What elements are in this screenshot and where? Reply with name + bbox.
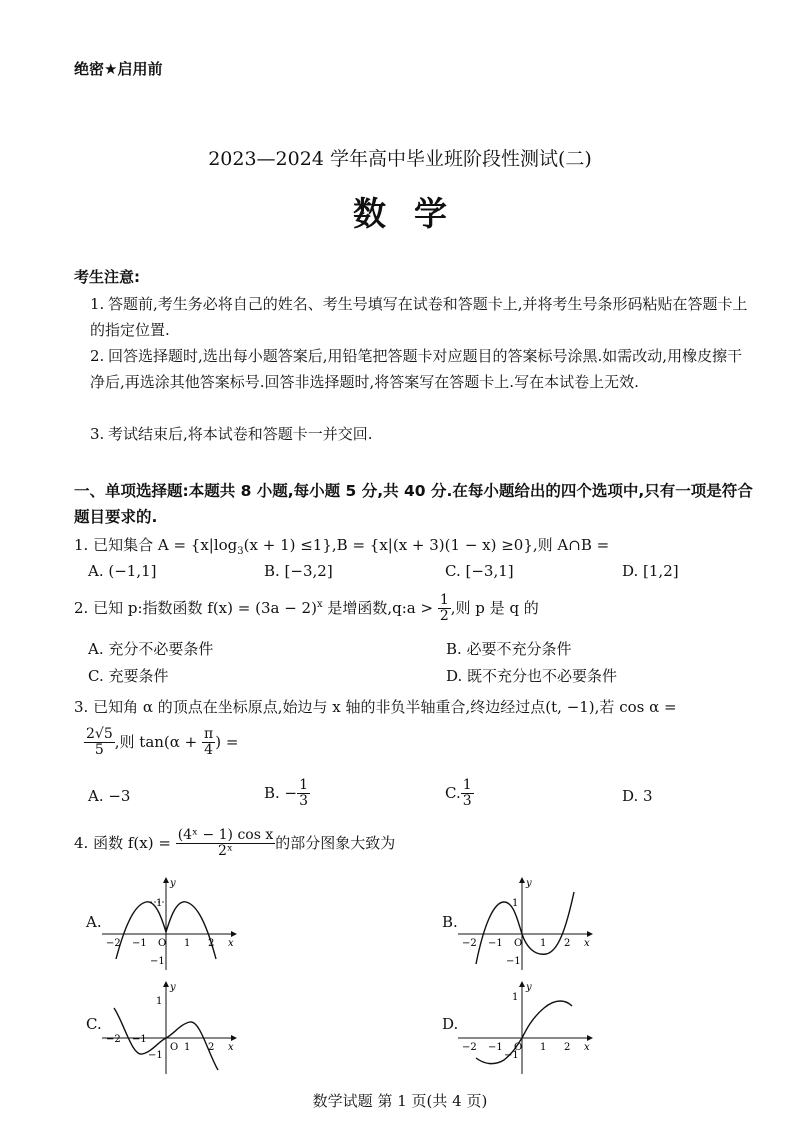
tick-label: −2: [462, 938, 477, 949]
graph-a-label: A.: [86, 913, 102, 931]
tick-label: 1: [156, 996, 163, 1007]
q1-log-base: 3: [237, 546, 244, 557]
q1-option-a: A. (−1,1]: [88, 562, 157, 580]
y-label: y: [526, 878, 532, 889]
q3-c-fraction: [461, 778, 474, 810]
q4-text-suffix: 的部分图象大致为: [275, 833, 396, 852]
origin-label: O: [158, 938, 167, 949]
question-4: [74, 828, 395, 860]
option-letter: B. −: [264, 783, 298, 802]
origin-label: O: [170, 1042, 179, 1053]
notice-number: 3.: [90, 425, 105, 443]
notice-item-1: [90, 291, 750, 343]
notice-item-2: [90, 343, 750, 395]
fraction-numerator: π: [204, 726, 214, 742]
q2-text-prefix: 2. 已知 p:指数函数 f(x) = (3a − 2): [74, 598, 317, 617]
q1-option-d: D. [1,2]: [622, 562, 679, 580]
tick-label: 1: [156, 898, 163, 909]
tick-label: −1: [488, 1042, 503, 1053]
q4-function-fraction: [176, 828, 276, 860]
tick-label: −2: [106, 1034, 121, 1045]
q3-option-c: [445, 778, 474, 810]
tick-label: 1: [540, 938, 547, 949]
origin-label: O: [514, 938, 523, 949]
tick-label: 1: [184, 1042, 191, 1053]
tick-label: 2: [564, 938, 571, 949]
tick-label: 2: [208, 938, 215, 949]
option-letter: C.: [445, 783, 461, 802]
q2-fraction: [438, 593, 451, 625]
notice-text: 回答选择题时,选出每小题答案后,用铅笔把答题卡对应题目的答案标号涂黑.如需改动,用橡皮擦干净后,再选涂其他答案标号.回答非选择题时,将答案写在答题卡上.写在本试卷上无效.: [90, 347, 743, 391]
q2-option-b: B. 必要不充分条件: [446, 640, 572, 658]
y-label: y: [170, 878, 176, 889]
graph-b: [454, 874, 604, 974]
q1-option-b: B. [−3,2]: [264, 562, 333, 580]
fraction-numerator: 2√5: [86, 726, 113, 742]
q1-option-c: C. [−3,1]: [445, 562, 514, 580]
y-label: y: [526, 982, 532, 993]
fraction-numerator: 1: [299, 777, 309, 793]
confidential-label: 绝密★启用前: [74, 60, 163, 78]
q3-option-a: A. −3: [88, 787, 131, 805]
q3-pi-fraction: [202, 727, 215, 759]
fraction-denominator: 4: [204, 742, 214, 759]
fraction-numerator: (4ˣ − 1) cos x: [177, 827, 274, 843]
q2-text-mid: 是增函数,q:a >: [322, 598, 434, 617]
fraction-numerator: 1: [462, 777, 472, 793]
graph-c: [98, 978, 248, 1078]
tick-label: −1: [488, 938, 503, 949]
q2-option-d: D. 既不充分也不必要条件: [446, 667, 618, 685]
x-label: x: [228, 938, 234, 949]
q3-option-d: D. 3: [622, 787, 653, 805]
subject-title: 数学: [353, 194, 475, 233]
notice-number: 1.: [90, 295, 105, 313]
tick-label: −1: [506, 956, 521, 967]
section-heading: 一、单项选择题:本题共 8 小题,每小题 5 分,共 40 分.在每小题给出的四个选项中,只有一项是符合题目要求的.: [74, 482, 753, 526]
function-curve: [476, 1001, 572, 1064]
notice-number: 2.: [90, 347, 105, 365]
tick-label: 2: [564, 1042, 571, 1053]
exam-title: 2023—2024 学年高中毕业班阶段性测试(二): [208, 148, 592, 170]
tick-label: −1: [150, 956, 165, 967]
q3-b-fraction: [297, 778, 310, 810]
q1-text-rest: (x + 1) ≤1},B = {x|(x + 3)(1 − x) ≥0},则 A∩B =: [243, 536, 610, 554]
tick-label: −2: [106, 938, 121, 949]
tick-label: 1: [512, 898, 519, 909]
fraction-denominator: 2ˣ: [218, 843, 233, 860]
origin-label: O: [514, 1042, 523, 1053]
question-3-line-2: [84, 727, 238, 759]
q3-option-b: [264, 778, 310, 810]
q3-tan-text: ,则 tan(α +: [114, 732, 198, 751]
notice-text: 考试结束后,将本试卷和答题卡一并交回.: [108, 425, 373, 443]
q2-exponent: x: [316, 598, 323, 610]
graph-a: [98, 874, 248, 974]
x-label: x: [584, 1042, 590, 1053]
tick-label: −1: [504, 1050, 519, 1061]
question-1: [74, 534, 609, 557]
y-label: y: [170, 982, 176, 993]
function-curve: [476, 892, 574, 964]
q3-cos-fraction: [84, 727, 115, 759]
tick-label: −1: [132, 1034, 147, 1045]
fraction-numerator: 1: [439, 592, 449, 608]
tick-label: 1: [184, 938, 191, 949]
tick-label: −1: [148, 1050, 163, 1061]
q3-tan-end: ) =: [215, 732, 239, 751]
tick-label: 1: [540, 1042, 547, 1053]
graph-d-label: D.: [442, 1015, 459, 1033]
q2-text-suffix: ,则 p 是 q 的: [450, 598, 539, 617]
tick-label: −2: [462, 1042, 477, 1053]
question-2: [74, 593, 539, 625]
fraction-denominator: 3: [299, 793, 309, 810]
q4-text-prefix: 4. 函数 f(x) =: [74, 833, 171, 852]
graph-d: [454, 978, 604, 1078]
x-label: x: [228, 1042, 234, 1053]
q1-text-prefix: 1. 已知集合 A = {x|log: [74, 536, 238, 554]
fraction-denominator: 3: [462, 793, 472, 810]
notice-text: 答题前,考生务必将自己的姓名、考生号填写在试卷和答题卡上,并将考生号条形码粘贴在答题卡上的指定位置.: [90, 295, 748, 339]
x-label: x: [584, 938, 590, 949]
question-3-line-1: 3. 已知角 α 的顶点在坐标原点,始边与 x 轴的非负半轴重合,终边经过点(t, −1),若 cos α =: [74, 698, 677, 716]
notice-heading: 考生注意:: [74, 268, 140, 286]
fraction-denominator: 5: [94, 742, 104, 759]
tick-label: −1: [132, 938, 147, 949]
q2-option-a: A. 充分不必要条件: [88, 640, 214, 658]
q2-option-c: C. 充要条件: [88, 667, 169, 685]
notice-item-3: [90, 421, 750, 447]
tick-label: 1: [512, 992, 519, 1003]
graph-c-label: C.: [86, 1015, 102, 1033]
tick-label: 2: [208, 1042, 215, 1053]
graph-b-label: B.: [442, 913, 458, 931]
fraction-denominator: 2: [439, 608, 449, 625]
page-footer: 数学试题 第 1 页(共 4 页): [312, 1092, 488, 1110]
